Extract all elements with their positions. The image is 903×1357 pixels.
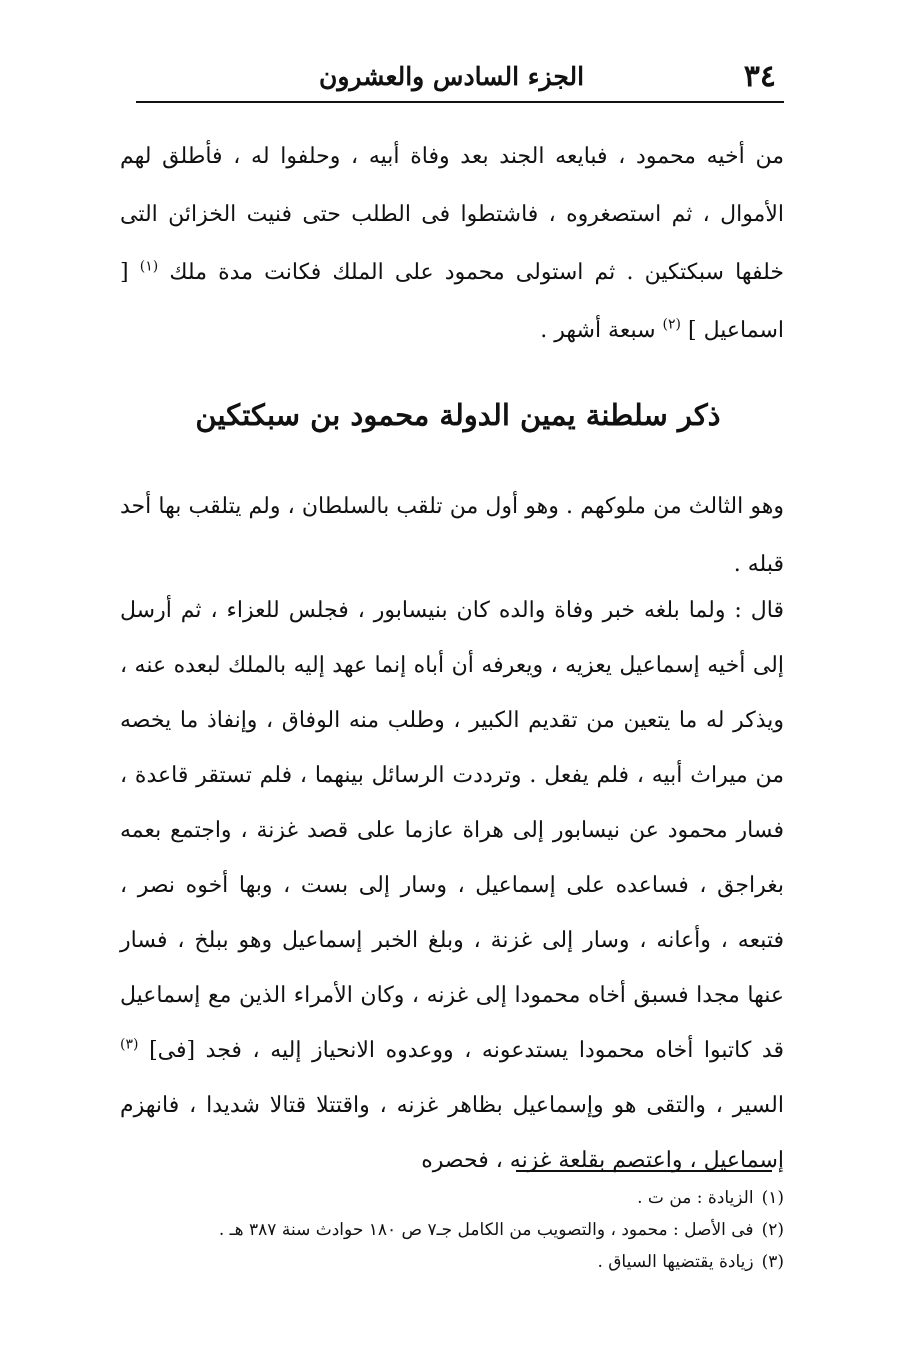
paragraph-3-text-b: السير ، والتقى هو وإسماعيل بظاهر غزنه ، واقتتلا قتالا شديدا ، فانهزم إسماعيل ، واعتصم بقلعة غزنه ، فحصره bbox=[120, 1093, 784, 1173]
paragraph-1-text-c: سبعة أشهر . bbox=[540, 318, 656, 343]
footnote-item bbox=[124, 1246, 784, 1278]
footnote-number: (٢) bbox=[761, 1220, 784, 1240]
footnote-rule bbox=[516, 1170, 772, 1172]
paragraph-2: وهو الثالث من ملوكهم . وهو أول من تلقب بالسلطان ، ولم يتلقب بها أحد قبله . bbox=[120, 494, 784, 577]
paragraph-3-text-a: قال : ولما بلغه خبر وفاة والده كان بنيسابور ، فجلس للعزاء ، ثم أرسل إلى أخيه إسماعيل يعزيه ، ويعرفه أن أباه إنما عهد إليه بالملك لبعده عنه ، ويذكر له ما يتعين من تقديم الكبير ، وطلب منه الوفاق ، وإنفاذ ما يخصه من ميراث أبيه ، فلم يفعل . وترددت الرسائل بينهما ، فلم تستقر قاعدة ، فسار محمود عن نيسابور إلى هراة عازما على قصد غزنة ، واجتمع بعمه بغراجق ، فساعده على إسماعيل ، وسار إلى بست ، وبها أخوه نصر ، فتبعه ، وأعانه ، وسار إلى غزنة ، وبلغ الخبر إسماعيل وهو ببلخ ، فسار عنها مجدا فسبق أخاه محمودا إلى غزنه ، وكان الأمراء الذين مع إسماعيل قد كاتبوا أخاه محمودا يستدعونه ، ووعدوه الانحياز إليه ، فجد [فى] bbox=[120, 598, 784, 1063]
running-title: الجزء السادس والعشرون bbox=[319, 61, 585, 91]
footnote-item bbox=[124, 1182, 784, 1214]
footnote-ref-2: (٢) bbox=[662, 316, 682, 333]
page-header bbox=[134, 56, 782, 96]
footnote-text: الزيادة : من ت . bbox=[637, 1188, 754, 1208]
footnote-text: فى الأصل : محمود ، والتصويب من الكامل جـ٧ ص ١٨٠ حوادث سنة ٣٨٧ هـ . bbox=[218, 1220, 754, 1240]
paragraph-1-text-b: [ اسماعيل ] bbox=[120, 260, 784, 343]
footnote-number: (١) bbox=[761, 1188, 784, 1208]
paragraph-3 bbox=[120, 583, 784, 1188]
paragraph-1 bbox=[120, 128, 784, 360]
footnote-ref-1: (١) bbox=[139, 258, 159, 275]
footnote-number: (٣) bbox=[761, 1252, 784, 1272]
footnotes bbox=[124, 1182, 784, 1278]
footnote-text: زيادة يقتضيها السياق . bbox=[597, 1252, 754, 1272]
paragraph-1-text-a: من أخيه محمود ، فبايعه الجند بعد وفاة أبيه ، وحلفوا له ، فأطلق لهم الأموال ، ثم استصغروه ، فاشتطوا فى الطلب حتى فنيت الخزائن التى خلفها سبكتكين . ثم استولى محمود على الملك فكانت مدة ملك bbox=[120, 144, 784, 285]
footnote-item bbox=[124, 1214, 784, 1246]
page-number: ٣٤ bbox=[743, 58, 776, 94]
header-rule bbox=[136, 101, 784, 103]
section-title: ذكر سلطنة يمين الدولة محمود بن سبكتكين bbox=[195, 398, 721, 432]
footnote-ref-3: (٣) bbox=[120, 1036, 139, 1053]
